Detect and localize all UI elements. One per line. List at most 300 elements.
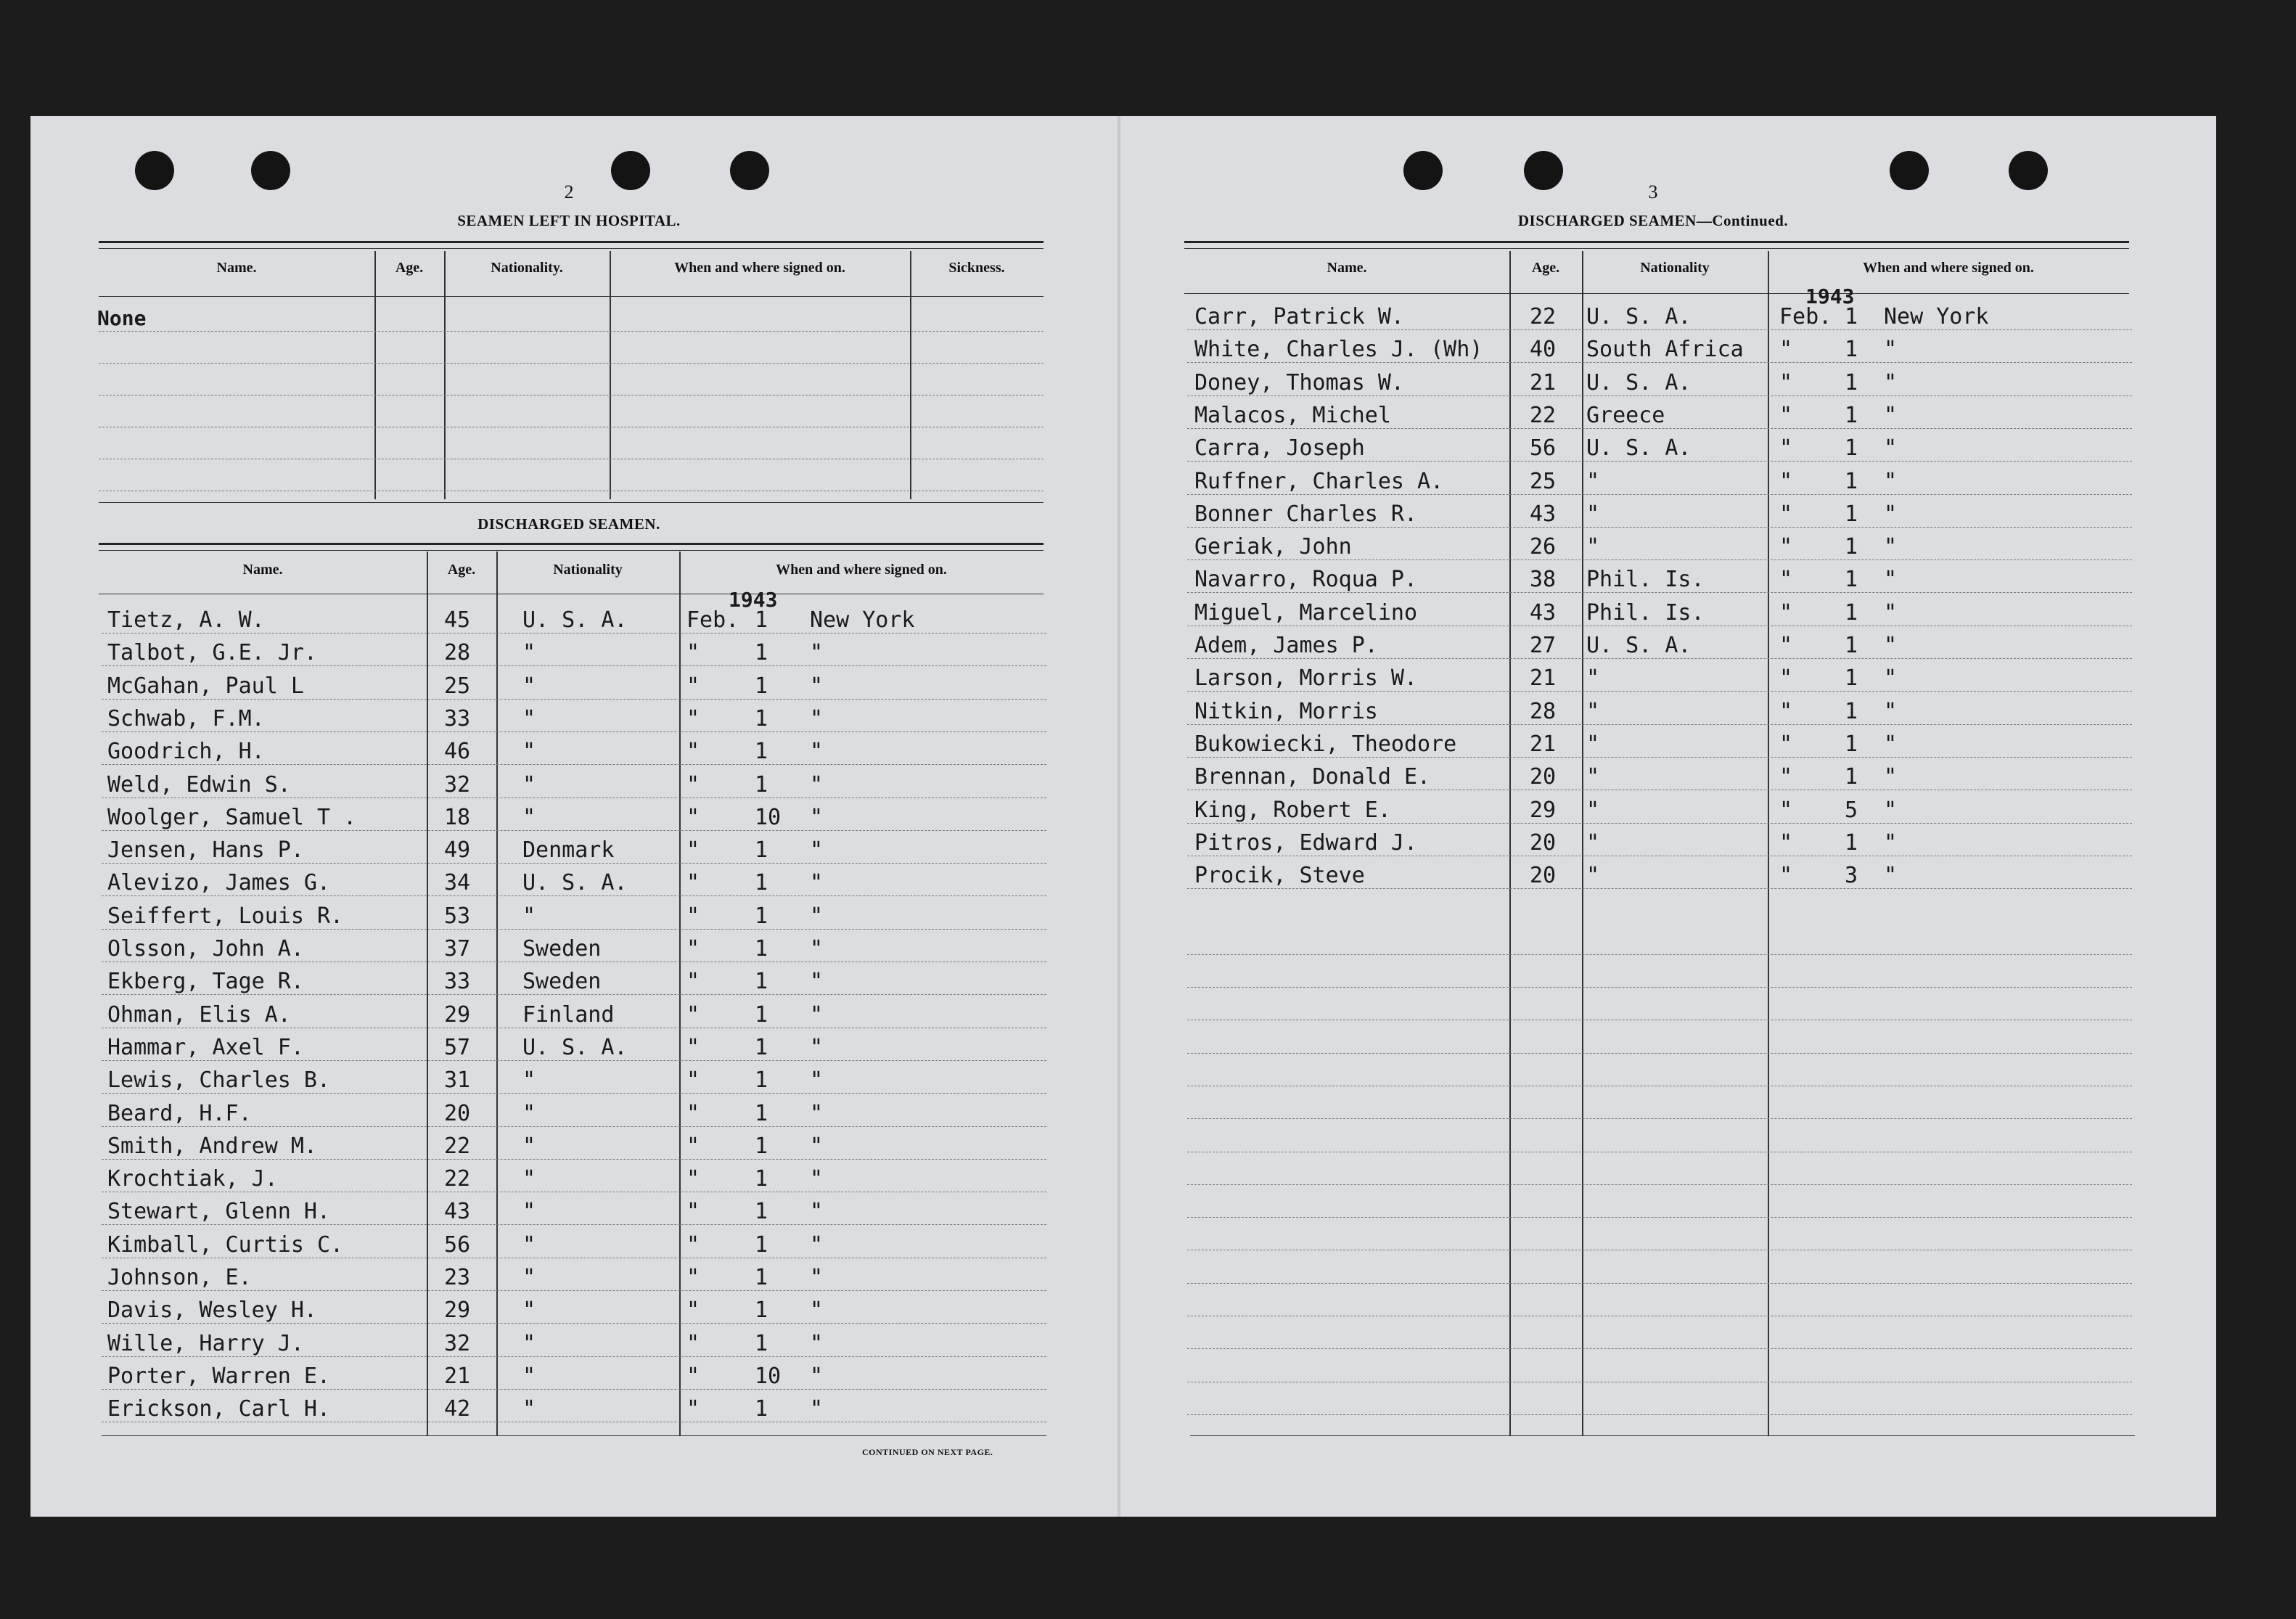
cell-name: Beard, H.F. [107, 1100, 252, 1126]
cell-place: " [810, 1199, 824, 1225]
cell-place: " [810, 1231, 824, 1258]
cell-month: " [1779, 797, 1793, 823]
hospital-entry: None [97, 306, 147, 330]
cell-nationality: U. S. A. [522, 870, 628, 896]
cell-day: 1 [755, 969, 768, 995]
cell-age: 40 [1530, 337, 1557, 363]
cell-month: " [686, 705, 700, 731]
cell-nationality: " [522, 771, 536, 798]
cell-nationality: Greece [1586, 402, 1665, 428]
cell-name: Procik, Steve [1194, 863, 1365, 889]
cell-nationality: " [522, 1100, 536, 1126]
cell-month: " [686, 1396, 700, 1422]
cell-month: " [686, 1330, 700, 1356]
rule [99, 550, 1044, 551]
cell-nationality: " [1586, 829, 1600, 856]
cell-nationality: " [522, 1231, 536, 1258]
column-header-signed-on: When and where signed on. [776, 562, 947, 578]
cell-day: 3 [1845, 863, 1858, 889]
continued-footnote: CONTINUED ON NEXT PAGE. [862, 1447, 993, 1457]
entry-line [102, 863, 1046, 864]
cell-nationality: " [522, 1166, 536, 1192]
entry-line [102, 665, 1046, 666]
cell-age: 21 [1530, 369, 1557, 395]
cell-name: Talbot, G.E. Jr. [107, 640, 317, 666]
cell-day: 10 [755, 804, 782, 830]
cell-nationality: " [1586, 665, 1600, 692]
cell-nationality: U. S. A. [1586, 435, 1692, 462]
entry-line [102, 1356, 1046, 1357]
rule [99, 296, 1044, 297]
cell-month: " [686, 903, 700, 929]
cell-place: " [810, 1396, 824, 1422]
cell-place: " [1884, 402, 1898, 428]
cell-age: 20 [1530, 863, 1557, 889]
page-number: 3 [1648, 181, 1658, 202]
entry-line [102, 1389, 1046, 1390]
entry-line [102, 994, 1046, 995]
entry-line [102, 1159, 1046, 1160]
cell-month: " [686, 673, 700, 699]
cell-name: Tietz, A. W. [107, 607, 265, 633]
cell-name: Adem, James P. [1194, 633, 1378, 658]
cell-name: Schwab, F.M. [107, 705, 265, 731]
entry-line [102, 1126, 1046, 1127]
cell-nationality: " [522, 804, 536, 830]
entry-line [1187, 1053, 2132, 1054]
cell-age: 23 [444, 1265, 471, 1290]
cell-nationality: U. S. A. [1586, 633, 1692, 658]
column-divider [444, 251, 446, 499]
cell-age: 53 [444, 903, 471, 929]
cell-month: " [686, 1034, 700, 1060]
cell-day: 1 [755, 1396, 768, 1422]
cell-month: " [686, 1363, 700, 1389]
cell-place: " [810, 673, 824, 699]
entry-line [102, 1060, 1046, 1061]
cell-age: 21 [444, 1363, 471, 1389]
cell-place: " [810, 1067, 824, 1094]
cell-age: 22 [1530, 402, 1557, 428]
cell-name: Nitkin, Morris [1194, 698, 1378, 724]
cell-nationality: " [522, 705, 536, 731]
cell-nationality: " [1586, 731, 1600, 757]
cell-day: 1 [755, 607, 768, 633]
rule [99, 502, 1044, 503]
cell-name: Geriak, John [1194, 534, 1352, 560]
entry-line [1187, 658, 2132, 659]
cell-day: 1 [755, 903, 768, 929]
cell-day: 1 [755, 771, 768, 798]
cell-month: " [686, 1298, 700, 1324]
cell-month: " [1779, 599, 1793, 626]
cell-name: Lewis, Charles B. [107, 1067, 331, 1094]
cell-age: 43 [1530, 501, 1557, 527]
cell-place: " [1884, 829, 1898, 856]
cell-nationality: U. S. A. [1586, 369, 1692, 395]
cell-place: " [1884, 501, 1898, 527]
entry-line [1187, 1283, 2132, 1284]
cell-name: White, Charles J. (Wh) [1194, 337, 1483, 363]
entry-line [102, 1290, 1046, 1291]
cell-place: " [1884, 435, 1898, 462]
cell-place: " [810, 640, 824, 666]
cell-day: 1 [755, 673, 768, 699]
cell-nationality: Phil. Is. [1586, 567, 1705, 593]
cell-name: Woolger, Samuel T . [107, 804, 357, 830]
cell-place: " [810, 903, 824, 929]
cell-month: " [686, 1100, 700, 1126]
cell-month: " [1779, 534, 1793, 560]
entry-line [102, 929, 1046, 930]
cell-name: Hammar, Axel F. [107, 1034, 304, 1060]
cell-age: 46 [444, 739, 471, 765]
column-header-nationality: Nationality [1640, 260, 1710, 276]
cell-day: 1 [755, 1001, 768, 1028]
cell-age: 49 [444, 837, 471, 864]
punch-hole [1403, 151, 1443, 190]
cell-month: Feb. [1779, 304, 1832, 329]
cell-name: King, Robert E. [1194, 797, 1391, 823]
cell-month: " [1779, 764, 1793, 790]
cell-month: " [1779, 829, 1793, 856]
column-header-name: Name. [216, 260, 257, 276]
cell-place: " [1884, 534, 1898, 560]
column-divider [374, 251, 376, 499]
cell-month: " [1779, 665, 1793, 692]
cell-name: McGahan, Paul L [107, 673, 304, 699]
cell-month: " [686, 640, 700, 666]
cell-nationality: South Africa [1586, 337, 1744, 363]
cell-age: 43 [1530, 599, 1557, 626]
cell-place: " [1884, 468, 1898, 494]
cell-age: 28 [444, 640, 471, 666]
cell-month: " [686, 1001, 700, 1028]
cell-name: Doney, Thomas W. [1194, 369, 1404, 395]
cell-place: " [810, 1298, 824, 1324]
entry-line [1187, 395, 2132, 396]
cell-place: " [1884, 797, 1898, 823]
rule [99, 248, 1044, 249]
cell-nationality: " [522, 673, 536, 699]
cell-name: Carr, Patrick W. [1194, 304, 1404, 329]
entry-line [1187, 823, 2132, 824]
cell-month: " [1779, 337, 1793, 363]
cell-month: " [686, 837, 700, 864]
cell-age: 21 [1530, 731, 1557, 757]
cell-age: 25 [1530, 468, 1557, 494]
entry-line [1187, 461, 2132, 462]
cell-nationality: Denmark [522, 837, 615, 864]
cell-month: " [686, 936, 700, 962]
cell-age: 56 [444, 1231, 471, 1258]
cell-age: 31 [444, 1067, 471, 1094]
cell-place: " [810, 1330, 824, 1356]
cell-name: Kimball, Curtis C. [107, 1231, 344, 1258]
cell-nationality: " [1586, 863, 1600, 889]
cell-nationality: " [522, 1330, 536, 1356]
cell-age: 26 [1530, 534, 1557, 560]
column-header-nationality: Nationality [553, 562, 623, 578]
entry-line [1187, 691, 2132, 692]
column-header-signed-on: When and where signed on. [674, 260, 845, 276]
cell-month: " [686, 1265, 700, 1290]
rule [99, 241, 1044, 243]
cell-age: 33 [444, 969, 471, 995]
cell-month: " [1779, 402, 1793, 428]
cell-place: " [1884, 665, 1898, 692]
cell-place: " [810, 1001, 824, 1028]
column-divider [910, 251, 911, 499]
cell-nationality: U. S. A. [522, 607, 628, 633]
cell-day: 1 [755, 1231, 768, 1258]
cell-name: Stewart, Glenn H. [107, 1199, 331, 1225]
cell-name: Ekberg, Tage R. [107, 969, 304, 995]
entry-line [1187, 428, 2132, 429]
cell-place: " [1884, 337, 1898, 363]
column-header-sickness: Sickness. [948, 260, 1005, 276]
cell-nationality: Sweden [522, 936, 602, 962]
cell-nationality: " [522, 1067, 536, 1094]
punch-hole [2009, 151, 2048, 190]
entry-line [1187, 329, 2132, 330]
cell-name: Brennan, Donald E. [1194, 764, 1431, 790]
entry-line [1187, 1118, 2132, 1119]
cell-age: 29 [444, 1298, 471, 1324]
cell-name: Erickson, Carl H. [107, 1396, 331, 1422]
cell-day: 1 [755, 1166, 768, 1192]
punch-hole [1890, 151, 1929, 190]
cell-nationality: " [522, 903, 536, 929]
column-divider [496, 552, 498, 1435]
cell-age: 20 [1530, 764, 1557, 790]
cell-day: 1 [755, 1133, 768, 1159]
cell-nationality: " [522, 1265, 536, 1290]
cell-place: " [1884, 863, 1898, 889]
cell-name: Jensen, Hans P. [107, 837, 304, 864]
entry-line [1187, 724, 2132, 725]
cell-age: 21 [1530, 665, 1557, 692]
cell-place: " [1884, 599, 1898, 626]
cell-nationality: " [522, 1199, 536, 1225]
rule [1184, 293, 2129, 294]
entry-line [102, 633, 1046, 634]
cell-age: 33 [444, 705, 471, 731]
cell-age: 32 [444, 1330, 471, 1356]
cell-day: 1 [755, 739, 768, 765]
year-note: 1943 [729, 588, 778, 612]
cell-age: 28 [1530, 698, 1557, 724]
cell-day: 1 [1845, 633, 1858, 658]
cell-day: 1 [755, 1330, 768, 1356]
cell-name: Ruffner, Charles A. [1194, 468, 1444, 494]
cell-place: " [810, 705, 824, 731]
page-fold [1118, 116, 1120, 1517]
entry-line [102, 764, 1046, 765]
cell-place: " [810, 1100, 824, 1126]
hospital-section-title: SEAMEN LEFT IN HOSPITAL. [457, 212, 681, 229]
cell-day: 1 [1845, 829, 1858, 856]
cell-age: 25 [444, 673, 471, 699]
cell-name: Malacos, Michel [1194, 402, 1391, 428]
cell-day: 1 [1845, 468, 1858, 494]
cell-day: 1 [1845, 665, 1858, 692]
cell-place: " [1884, 731, 1898, 757]
cell-place: New York [810, 607, 915, 633]
cell-day: 1 [1845, 337, 1858, 363]
cell-name: Johnson, E. [107, 1265, 252, 1290]
cell-month: " [1779, 435, 1793, 462]
column-header-signed-on: When and where signed on. [1863, 260, 2034, 276]
cell-day: 1 [1845, 304, 1858, 329]
entry-line [1187, 362, 2132, 363]
cell-age: 57 [444, 1034, 471, 1060]
cell-age: 22 [1530, 304, 1557, 329]
cell-day: 1 [1845, 698, 1858, 724]
cell-age: 22 [444, 1133, 471, 1159]
cell-day: 1 [1845, 764, 1858, 790]
cell-age: 27 [1530, 633, 1557, 658]
cell-nationality: " [522, 1133, 536, 1159]
cell-place: " [1884, 764, 1898, 790]
cell-place: New York [1884, 304, 1989, 329]
cell-age: 43 [444, 1199, 471, 1225]
column-header-age: Age. [395, 260, 424, 276]
entry-line [102, 830, 1046, 831]
cell-name: Ohman, Elis A. [107, 1001, 291, 1028]
cell-month: " [686, 1067, 700, 1094]
cell-name: Pitros, Edward J. [1194, 829, 1418, 856]
cell-day: 1 [1845, 402, 1858, 428]
cell-day: 1 [755, 705, 768, 731]
rule [1190, 1435, 2135, 1436]
cell-name: Smith, Andrew M. [107, 1133, 317, 1159]
cell-day: 10 [755, 1363, 782, 1389]
cell-name: Olsson, John A. [107, 936, 304, 962]
cell-month: " [686, 1166, 700, 1192]
cell-name: Navarro, Roqua P. [1194, 567, 1418, 593]
entry-line [102, 1323, 1046, 1324]
cell-month: " [686, 969, 700, 995]
cell-age: 20 [1530, 829, 1557, 856]
cell-day: 1 [1845, 599, 1858, 626]
entry-line [99, 331, 1044, 332]
entry-line [102, 699, 1046, 700]
entry-line [1187, 888, 2132, 889]
cell-age: 37 [444, 936, 471, 962]
cell-place: " [810, 1034, 824, 1060]
entry-line [1187, 757, 2132, 758]
cell-name: Alevizo, James G. [107, 870, 331, 896]
page-number: 2 [564, 181, 574, 202]
cell-nationality: " [522, 739, 536, 765]
cell-day: 1 [1845, 534, 1858, 560]
column-header-nationality: Nationality. [491, 260, 563, 276]
cell-month: " [1779, 633, 1793, 658]
cell-place: " [810, 969, 824, 995]
cell-name: Seiffert, Louis R. [107, 903, 344, 929]
cell-month: Feb. [686, 607, 739, 633]
cell-day: 1 [755, 1067, 768, 1094]
cell-month: " [1779, 567, 1793, 593]
cell-nationality: " [1586, 501, 1600, 527]
discharged-section-title: DISCHARGED SEAMEN. [477, 515, 660, 533]
cell-day: 1 [755, 837, 768, 864]
cell-age: 34 [444, 870, 471, 896]
cell-month: " [1779, 501, 1793, 527]
year-note: 1943 [1805, 284, 1855, 308]
cell-place: " [810, 936, 824, 962]
cell-name: Larson, Morris W. [1194, 665, 1418, 692]
entry-line [102, 1093, 1046, 1094]
cell-place: " [810, 739, 824, 765]
cell-name: Bonner Charles R. [1194, 501, 1418, 527]
column-divider [610, 251, 611, 499]
discharged-continued-title: DISCHARGED SEAMEN—Continued. [1517, 212, 1789, 229]
cell-day: 1 [755, 936, 768, 962]
entry-line [102, 1224, 1046, 1225]
cell-nationality: " [522, 1396, 536, 1422]
cell-day: 1 [755, 870, 768, 896]
rule [99, 543, 1044, 545]
cell-nationality: " [1586, 698, 1600, 724]
cell-nationality: " [1586, 764, 1600, 790]
cell-name: Miguel, Marcelino [1194, 599, 1418, 626]
cell-nationality: Phil. Is. [1586, 599, 1705, 626]
cell-name: Bukowiecki, Theodore [1194, 731, 1457, 757]
entry-line [1187, 987, 2132, 988]
cell-name: Davis, Wesley H. [107, 1298, 317, 1324]
cell-day: 1 [755, 1100, 768, 1126]
cell-place: " [810, 870, 824, 896]
cell-nationality: U. S. A. [522, 1034, 628, 1060]
cell-month: " [686, 1199, 700, 1225]
cell-name: Weld, Edwin S. [107, 771, 291, 798]
cell-month: " [686, 1231, 700, 1258]
cell-month: " [686, 1133, 700, 1159]
cell-place: " [810, 1363, 824, 1389]
cell-place: " [1884, 698, 1898, 724]
cell-nationality: " [522, 1363, 536, 1389]
cell-day: 1 [1845, 369, 1858, 395]
cell-nationality: Finland [522, 1001, 615, 1028]
cell-nationality: U. S. A. [1586, 304, 1692, 329]
cell-nationality: " [1586, 534, 1600, 560]
entry-line [1187, 1414, 2132, 1415]
cell-age: 38 [1530, 567, 1557, 593]
cell-name: Wille, Harry J. [107, 1330, 304, 1356]
cell-month: " [1779, 698, 1793, 724]
cell-place: " [810, 1166, 824, 1192]
cell-nationality: Sweden [522, 969, 602, 995]
cell-month: " [1779, 731, 1793, 757]
column-header-age: Age. [447, 562, 476, 578]
cell-age: 22 [444, 1166, 471, 1192]
cell-age: 29 [444, 1001, 471, 1028]
cell-name: Goodrich, H. [107, 739, 265, 765]
entry-line [1187, 954, 2132, 955]
cell-nationality: " [522, 1298, 536, 1324]
entry-line [1187, 494, 2132, 495]
cell-age: 20 [444, 1100, 471, 1126]
entry-line [1187, 1184, 2132, 1185]
cell-month: " [1779, 369, 1793, 395]
cell-age: 18 [444, 804, 471, 830]
entry-line [1187, 592, 2132, 593]
entry-line [102, 895, 1046, 896]
cell-month: " [1779, 468, 1793, 494]
cell-name: Krochtiak, J. [107, 1166, 278, 1192]
